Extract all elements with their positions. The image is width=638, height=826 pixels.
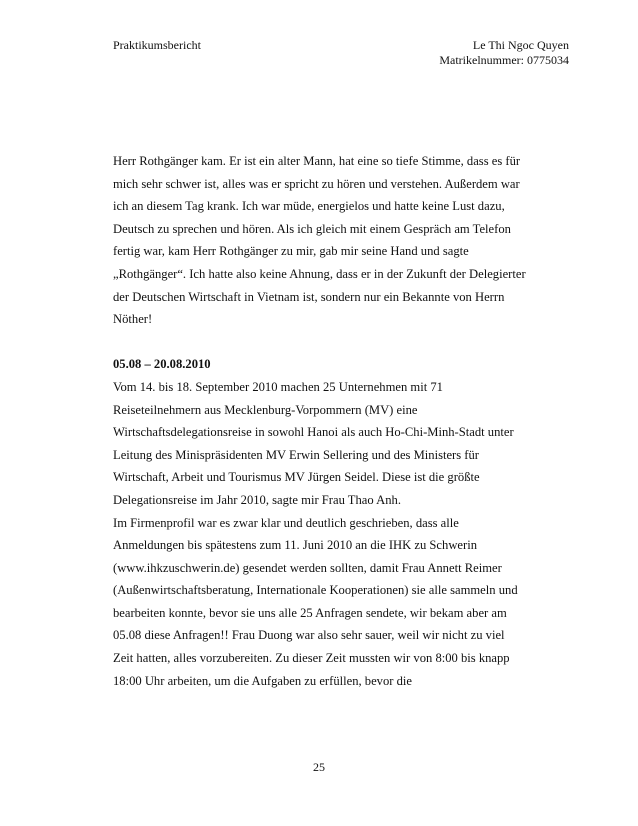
paragraph-2 (113, 376, 553, 692)
body-text (113, 150, 553, 692)
text-line: Zeit hatten, alles vorzubereiten. Zu dieser Zeit mussten wir von 8:00 bis knapp (113, 651, 510, 666)
text-line: bearbeiten konnte, bevor sie uns alle 25 Anfragen sendete, wir bekam aber am (113, 605, 507, 620)
text-line: Anmeldungen bis spätestens zum 11. Juni 2010 an die IHK zu Schwerin (113, 538, 477, 553)
text-line: Deutsch zu sprechen und hören. Als ich gleich mit einem Gespräch am Telefon (113, 221, 511, 236)
paragraph-1 (113, 150, 553, 331)
text-line: Herr Rothgänger kam. Er ist ein alter Mann, hat eine so tiefe Stimme, dass es für (113, 154, 521, 168)
text-line: 18:00 Uhr arbeiten, um die Aufgaben zu erfüllen, bevor die (113, 673, 413, 688)
text-line: Leitung des Minispräsidenten MV Erwin Sellering und des Ministers für (113, 447, 479, 462)
text-line: der Deutschen Wirtschaft in Vietnam ist, sondern nur ein Bekannte von Herrn (113, 289, 505, 304)
page-number: 25 (313, 760, 325, 774)
paragraph-spacer (113, 331, 553, 354)
text-line: Reiseteilnehmern aus Mecklenburg-Vorpommern (MV) eine (113, 402, 418, 417)
text-line: (Außenwirtschaftsberatung, Internationale Kooperationen) sie alle sammeln und (113, 583, 518, 598)
text-line: (www.ihkzuschwerin.de) gesendet werden sollten, damit Frau Annett Reimer (113, 560, 502, 575)
text-line: Wirtschaftsdelegationsreise in sowohl Hanoi als auch Ho-Chi-Minh-Stadt unter (113, 425, 514, 440)
section-heading: 05.08 – 20.08.2010 (113, 357, 211, 372)
text-line: mich sehr schwer ist, alles was er spricht zu hören und verstehen. Außerdem war (113, 176, 520, 191)
text-line: „Rothgänger“. Ich hatte also keine Ahnung, dass er in der Zukunft der Delegierter (113, 266, 526, 281)
header-matrikel: Matrikelnummer: 0775034 (439, 53, 569, 67)
text-line: ich an diesem Tag krank. Ich war müde, energielos und hatte keine Lust dazu, (113, 199, 505, 214)
text-line: 05.08 diese Anfragen!! Frau Duong war also sehr sauer, weil wir nicht zu viel (113, 628, 505, 643)
text-line: Wirtschaft, Arbeit und Tourismus MV Jürgen Seidel. Diese ist die größte (113, 470, 480, 485)
text-line: Vom 14. bis 18. September 2010 machen 25 Unternehmen mit 71 (113, 379, 443, 394)
header-author-block (439, 38, 569, 68)
header-title: Praktikumsbericht (113, 38, 201, 52)
text-line: Delegationsreise im Jahr 2010, sagte mir Frau Thao Anh. (113, 492, 401, 507)
text-line: fertig war, kam Herr Rothgänger zu mir, gab mir seine Hand und sagte (113, 244, 469, 259)
header-author: Le Thi Ngoc Quyen (472, 38, 569, 52)
text-line: Im Firmenprofil war es zwar klar und deutlich geschrieben, dass alle (113, 515, 459, 530)
text-line: Nöther! (113, 312, 153, 327)
